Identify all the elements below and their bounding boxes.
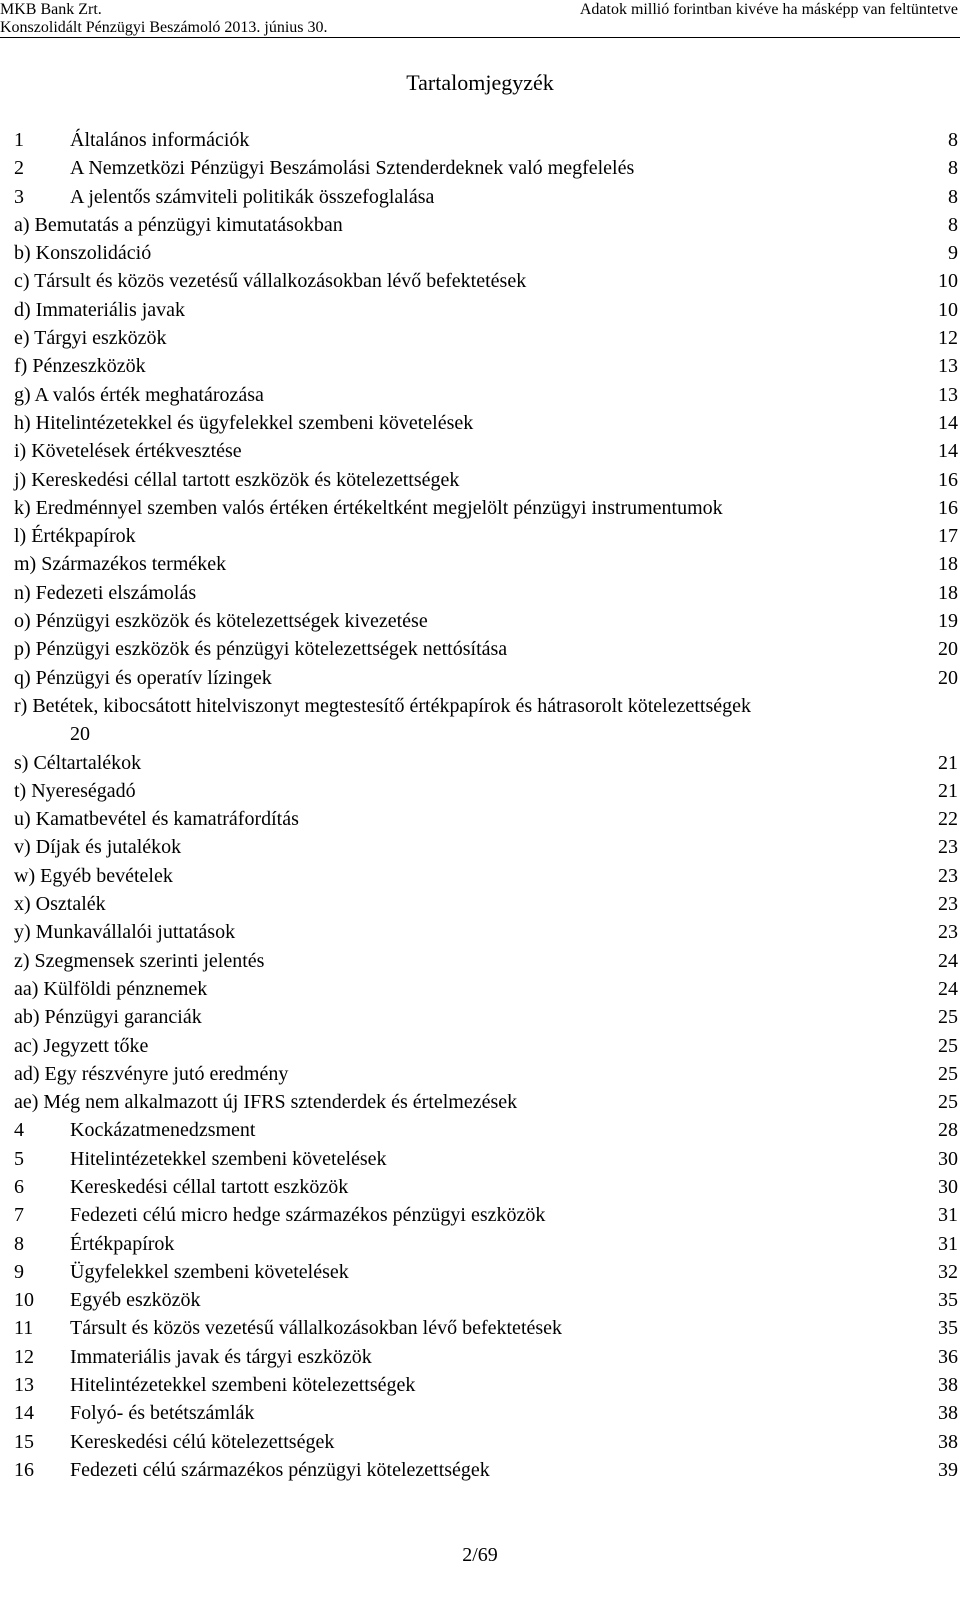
toc-entry-page: 21 [938, 779, 958, 802]
toc-entry[interactable] [14, 352, 958, 380]
units-note: Adatok millió forintban kivéve ha másképp van feltüntetve [579, 1, 958, 18]
toc-entry[interactable] [14, 550, 958, 578]
toc-entry[interactable] [14, 1258, 958, 1286]
toc-entry-title: Kereskedési célú kötelezettségek [70, 1430, 335, 1453]
toc-entry-page: 20 [938, 666, 958, 689]
toc-entry-title: Általános információk [70, 129, 250, 151]
toc-entry[interactable] [14, 1399, 958, 1427]
toc-entry[interactable] [14, 1456, 958, 1484]
toc-entry[interactable] [14, 267, 958, 295]
toc-entry[interactable] [14, 466, 958, 494]
toc-entry-page: 25 [938, 1062, 958, 1085]
toc-entry-number: 12 [14, 1345, 34, 1368]
toc-entry-page: 17 [938, 525, 958, 548]
toc-entry-page: 30 [938, 1175, 958, 1198]
toc-entry-page: 38 [938, 1430, 958, 1453]
toc-entry-page: 24 [938, 949, 958, 972]
toc-entry-page: 31 [938, 1232, 958, 1255]
toc-entry[interactable] [14, 607, 958, 635]
toc-entry-number: 14 [14, 1402, 34, 1425]
toc-entry-title: y) Munkavállalói juttatások [14, 921, 236, 944]
toc-entry[interactable] [14, 239, 958, 267]
toc-entry-page: 20 [70, 723, 90, 746]
toc-entry-title: Értékpapírok [70, 1232, 175, 1255]
toc-entry-page: 39 [938, 1458, 958, 1481]
toc-entry[interactable] [14, 183, 958, 211]
toc-entry-title: Ügyfelekkel szembeni követelések [70, 1260, 349, 1283]
toc-entry-title: Társult és közös vezetésű vállalkozásokban lévő befektetések [70, 1317, 563, 1340]
toc-entry[interactable] [14, 1286, 958, 1314]
toc-entry-title: a) Bemutatás a pénzügyi kimutatásokban [14, 213, 343, 236]
toc-entry[interactable] [14, 1201, 958, 1229]
page-header [0, 0, 960, 38]
toc-entry-title: d) Immateriális javak [14, 298, 186, 321]
toc-entry-number: 11 [14, 1317, 34, 1340]
toc-entry-page: 14 [938, 440, 958, 463]
toc-entry-title: s) Céltartalékok [14, 751, 142, 774]
toc-entry-page: 13 [938, 355, 958, 378]
toc-entry[interactable] [14, 1116, 958, 1144]
toc-entry-number: 3 [14, 185, 24, 208]
toc-entry-title: Folyó- és betétszámlák [70, 1402, 255, 1425]
toc-entry-number: 2 [14, 157, 24, 180]
toc-entry-title: r) Betétek, kibocsátott hitelviszonyt megtestesítő értékpapírok és hátrasorolt kötelezettségek [14, 694, 751, 717]
toc-entry-title: Kockázatmenedzsment [70, 1119, 256, 1142]
toc-entry-number: 7 [14, 1204, 24, 1227]
toc-entry[interactable] [14, 635, 958, 663]
toc-entry[interactable] [14, 437, 958, 465]
toc-entry[interactable] [14, 494, 958, 522]
toc-entry-title: Immateriális javak és tárgyi eszközök [70, 1345, 372, 1368]
toc-entry-page: 23 [938, 864, 958, 887]
toc-entry[interactable] [14, 1371, 958, 1399]
toc-entry[interactable] [14, 126, 958, 154]
page-title: Tartalomjegyzék [406, 70, 554, 95]
toc-entry-number: 4 [14, 1119, 24, 1142]
toc-entry-number: 13 [14, 1374, 34, 1397]
toc-entry-page: 36 [938, 1345, 958, 1368]
toc-entry[interactable] [14, 1428, 958, 1456]
toc-entry-title: z) Szegmensek szerinti jelentés [14, 949, 265, 972]
toc-entry-title: Hitelintézetekkel szembeni követelések [70, 1147, 387, 1170]
toc-entry-page: 38 [938, 1374, 958, 1397]
toc-entry[interactable] [14, 522, 958, 550]
toc-entry-title: n) Fedezeti elszámolás [14, 581, 197, 604]
toc-entry-page: 25 [938, 1034, 958, 1057]
toc-entry-title: m) Származékos termékek [14, 553, 227, 576]
toc-entry-page: 18 [938, 553, 958, 576]
toc-entry-page: 9 [948, 242, 958, 265]
toc-entry[interactable] [14, 692, 958, 749]
toc-entry-title: A Nemzetközi Pénzügyi Beszámolási Sztenderdeknek való megfelelés [70, 157, 635, 180]
toc-entry-page: 16 [938, 496, 958, 519]
toc-entry[interactable] [14, 579, 958, 607]
toc-entry[interactable] [14, 890, 958, 918]
toc-entry-title: w) Egyéb bevételek [14, 864, 173, 887]
toc-entry-title: v) Díjak és jutalékok [14, 836, 182, 859]
toc-entry-title: k) Eredménnyel szemben valós értéken értékeltként megjelölt pénzügyi instrumentumok [14, 496, 723, 519]
toc-entry-title: i) Követelések értékvesztése [14, 440, 242, 463]
toc-entry-title: b) Konszolidáció [14, 242, 152, 265]
toc-entry[interactable] [14, 1032, 958, 1060]
toc-entry-page: 12 [938, 327, 958, 350]
toc-entry[interactable] [14, 1343, 958, 1371]
toc-entry[interactable] [14, 975, 958, 1003]
toc-entry[interactable] [14, 749, 958, 777]
toc-entry-title: f) Pénzeszközök [14, 355, 146, 378]
toc-entry-page: 19 [938, 610, 958, 633]
toc-entry-title: l) Értékpapírok [14, 525, 136, 548]
toc-entry[interactable] [14, 833, 958, 861]
toc-entry-title: ab) Pénzügyi garanciák [14, 1006, 202, 1029]
toc-entry-title: aa) Külföldi pénznemek [14, 977, 208, 1000]
toc-entry-number: 6 [14, 1175, 24, 1198]
toc-entry-title: j) Kereskedési céllal tartott eszközök és kötelezettségek [14, 468, 460, 491]
toc-entry-title: g) A valós érték meghatározása [14, 383, 264, 406]
toc-entry[interactable] [14, 324, 958, 352]
toc-entry[interactable] [14, 1230, 958, 1258]
toc-entry[interactable] [14, 1173, 958, 1201]
toc-entry-page: 21 [938, 751, 958, 774]
toc-entry-page: 25 [938, 1006, 958, 1029]
toc-entry-title: A jelentős számviteli politikák összefoglalása [70, 185, 435, 208]
toc-entry-page: 14 [938, 411, 958, 434]
toc-entry-page: 8 [948, 185, 958, 208]
header-divider [0, 37, 960, 38]
toc-entry[interactable] [14, 862, 958, 890]
toc-entry-number: 16 [14, 1458, 34, 1481]
toc-entry-page: 31 [938, 1204, 958, 1227]
toc-entry-number: 8 [14, 1232, 24, 1255]
toc-entry-title: Kereskedési céllal tartott eszközök [70, 1175, 349, 1198]
toc-entry[interactable] [14, 154, 958, 182]
toc-entry-page: 23 [938, 921, 958, 944]
toc-entry-title: c) Társult és közös vezetésű vállalkozásokban lévő befektetések [14, 270, 527, 293]
toc-entry-page: 38 [938, 1402, 958, 1425]
toc-entry-page: 35 [938, 1317, 958, 1340]
toc-entry-page: 13 [938, 383, 958, 406]
toc-entry[interactable] [14, 1145, 958, 1173]
toc-entry-title: x) Osztalék [14, 893, 106, 916]
toc-entry[interactable] [14, 947, 958, 975]
toc-entry[interactable] [14, 409, 958, 437]
toc-entry-title: ae) Még nem alkalmazott új IFRS sztenderdek és értelmezések [14, 1091, 518, 1114]
report-title: Konszolidált Pénzügyi Beszámoló 2013. június 30. [0, 19, 328, 36]
toc-entry-page: 20 [938, 638, 958, 661]
toc-entry-page: 22 [938, 808, 958, 831]
toc-entry-page: 24 [938, 977, 958, 1000]
company-name: MKB Bank Zrt. [0, 1, 102, 18]
toc-entry[interactable] [14, 1060, 958, 1088]
toc-entry[interactable] [14, 805, 958, 833]
table-of-contents [14, 126, 958, 1484]
toc-entry-title: ac) Jegyzett tőke [14, 1034, 149, 1057]
toc-entry[interactable] [14, 1088, 958, 1116]
toc-entry-page: 28 [938, 1119, 958, 1142]
toc-entry-page: 8 [948, 157, 958, 180]
toc-entry-page: 23 [938, 893, 958, 916]
toc-entry[interactable] [14, 296, 958, 324]
toc-entry[interactable] [14, 664, 958, 692]
toc-entry-number: 5 [14, 1147, 24, 1170]
toc-entry-page: 18 [938, 581, 958, 604]
toc-entry[interactable] [14, 1314, 958, 1342]
toc-entry-title: Egyéb eszközök [70, 1289, 201, 1312]
toc-entry[interactable] [14, 211, 958, 239]
toc-entry-title: Fedezeti célú micro hedge származékos pénzügyi eszközök [70, 1204, 546, 1227]
toc-entry[interactable] [14, 381, 958, 409]
toc-entry-title: e) Tárgyi eszközök [14, 327, 167, 350]
toc-entry[interactable] [14, 777, 958, 805]
toc-entry-title: Hitelintézetekkel szembeni kötelezettségek [70, 1374, 416, 1397]
toc-entry-page: 23 [938, 836, 958, 859]
toc-entry-title: t) Nyereségadó [14, 779, 136, 802]
toc-entry-number: 10 [14, 1289, 34, 1312]
page-number: 2/69 [462, 1544, 498, 1566]
toc-entry-page: 10 [938, 270, 958, 293]
toc-entry-title: h) Hitelintézetekkel és ügyfelekkel szembeni követelések [14, 411, 474, 434]
toc-entry-page: 25 [938, 1091, 958, 1114]
toc-entry-page: 16 [938, 468, 958, 491]
toc-entry-number: 1 [14, 129, 24, 151]
toc-entry-title: u) Kamatbevétel és kamatráfordítás [14, 808, 299, 831]
toc-entry-title: p) Pénzügyi eszközök és pénzügyi kötelezettségek nettósítása [14, 638, 508, 661]
toc-entry-title: ad) Egy részvényre jutó eredmény [14, 1062, 289, 1085]
toc-entry-number: 15 [14, 1430, 34, 1453]
toc-entry-page: 8 [948, 213, 958, 236]
toc-entry-number: 9 [14, 1260, 24, 1283]
toc-entry[interactable] [14, 918, 958, 946]
toc-entry-page: 32 [938, 1260, 958, 1283]
toc-entry-title: o) Pénzügyi eszközök és kötelezettségek kivezetése [14, 610, 428, 633]
toc-entry-page: 10 [938, 298, 958, 321]
toc-entry-title: Fedezeti célú származékos pénzügyi kötelezettségek [70, 1458, 490, 1481]
toc-entry-page: 8 [948, 129, 958, 151]
toc-entry-title: q) Pénzügyi és operatív lízingek [14, 666, 272, 689]
toc-entry-page: 35 [938, 1289, 958, 1312]
toc-entry-page: 30 [938, 1147, 958, 1170]
toc-entry[interactable] [14, 1003, 958, 1031]
